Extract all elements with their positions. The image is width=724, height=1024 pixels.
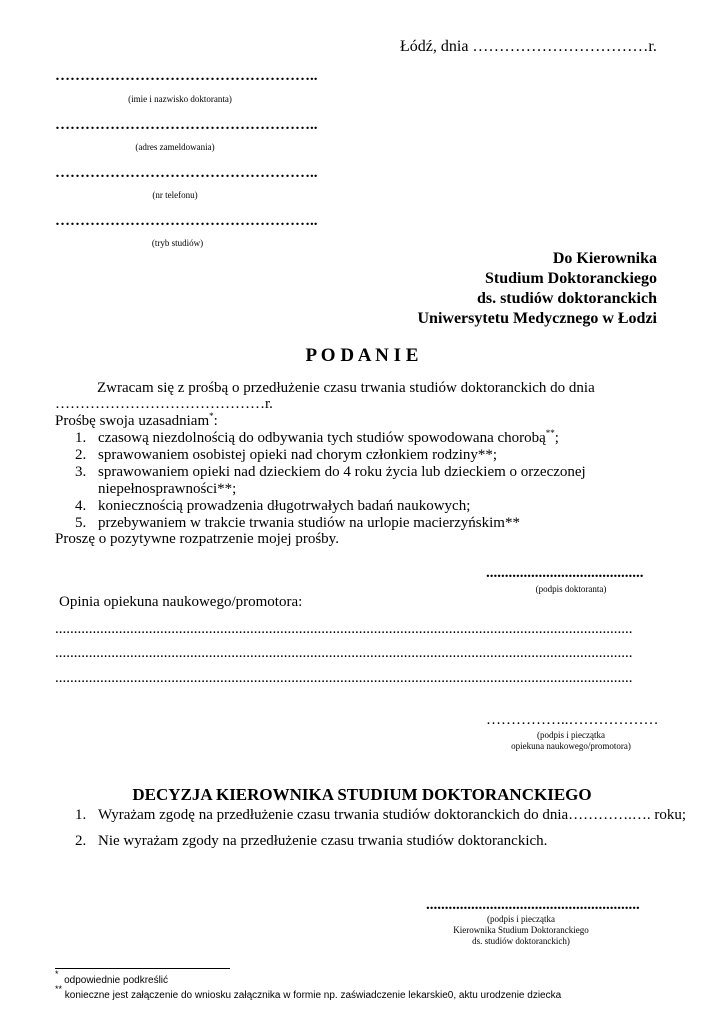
footnote-mark: * (209, 411, 214, 421)
list-item: 2. Nie wyrażam zgody na przedłużenie czasu trwania studiów doktoranckich. (75, 833, 548, 849)
name-field-line: …………………………………………….. (55, 68, 318, 84)
list-item: 1. Wyrażam zgodę na przedłużenie czasu trwania studiów doktoranckich do dnia………….…. roku; (75, 807, 687, 823)
decision-title: DECYZJA KIEROWNIKA STUDIUM DOKTORANCKIEGO (132, 785, 592, 804)
footnote-2: ** konieczne jest załączenie do wniosku załącznika w formie np. zaświadczenie lekarskie0, aktu urodzenie dziecka (55, 984, 562, 1001)
opinion-line-2: .......................................................................................................................................................... (55, 645, 633, 661)
list-item: 4. koniecznością prowadzenia długotrwałych badań naukowych; (75, 498, 471, 514)
addressee-line-2: Studium Doktoranckiego (484, 270, 657, 287)
list-item: 1. czasową niezdolnością do odbywania tych studiów spowodowana chorobą**; (75, 428, 559, 446)
director-signature-line: ......................................................... (426, 897, 640, 913)
intro-line-1: Zwracam się z prośbą o przedłużenie czasu trwania studiów doktoranckich do dnia (97, 380, 595, 396)
student-signature-caption: (podpis doktoranta) (535, 584, 607, 594)
intro-line-2: ……………………………………r. (55, 396, 273, 412)
list-item: 2. sprawowaniem osobistej opieki nad chorym członkiem rodziny**; (75, 447, 498, 463)
supervisor-opinion-label: Opinia opiekuna naukowego/promotora: (59, 594, 303, 610)
student-signature-line: .......................................... (486, 565, 644, 581)
reason-heading: Prośbę swoja uzasadniam*: (55, 411, 218, 429)
place-date: Łódź, dnia ……………………………r. (400, 38, 657, 55)
addressee-line-3: ds. studiów doktoranckich (476, 290, 657, 307)
director-signature-caption: (podpis i pieczątka Kierownika Studium Doktoranckiego ds. studiów doktoranckich) (453, 914, 589, 946)
reasons-list (75, 430, 675, 532)
addressee-block (417, 249, 657, 329)
address-field-line: …………………………………………….. (55, 117, 318, 133)
phone-field-line: …………………………………………….. (55, 165, 318, 181)
supervisor-signature-line: ……………..……………… (486, 712, 659, 728)
footnotes (55, 969, 562, 1003)
study-mode-field-caption: (tryb studiów) (151, 238, 204, 248)
document-title: P O D A N I E (305, 345, 419, 366)
decision-list (75, 807, 686, 850)
study-mode-field-line: …………………………………………….. (55, 213, 318, 229)
addressee-line-1: Do Kierownika (552, 250, 657, 267)
opinion-line-1: .......................................................................................................................................................... (55, 621, 633, 637)
closing-sentence: Proszę o pozytywne rozpatrzenie mojej prośby. (55, 531, 339, 547)
footnote-divider (55, 968, 230, 969)
addressee-line-4: Uniwersytetu Medycznego w Łodzi (417, 310, 657, 327)
footnote-1: * odpowiednie podkreślić (55, 969, 169, 986)
name-field-caption: (imie i nazwisko doktoranta) (128, 94, 232, 104)
address-field-caption: (adres zameldowania) (135, 142, 215, 152)
phone-field-caption: (nr telefonu) (152, 190, 198, 200)
opinion-line-3: .......................................................................................................................................................... (55, 670, 633, 686)
footnote-mark: ** (545, 428, 555, 438)
supervisor-signature-caption: (podpis i pieczątka opiekuna naukowego/promotora) (511, 730, 631, 751)
list-item: 5. przebywaniem w trakcie trwania studiów na urlopie macierzyńskim** (75, 515, 520, 531)
list-item: 3. sprawowaniem opieki nad dzieckiem do 4 roku życia lub dzieckiem o orzeczonej niepełnosprawności**; (75, 464, 586, 497)
